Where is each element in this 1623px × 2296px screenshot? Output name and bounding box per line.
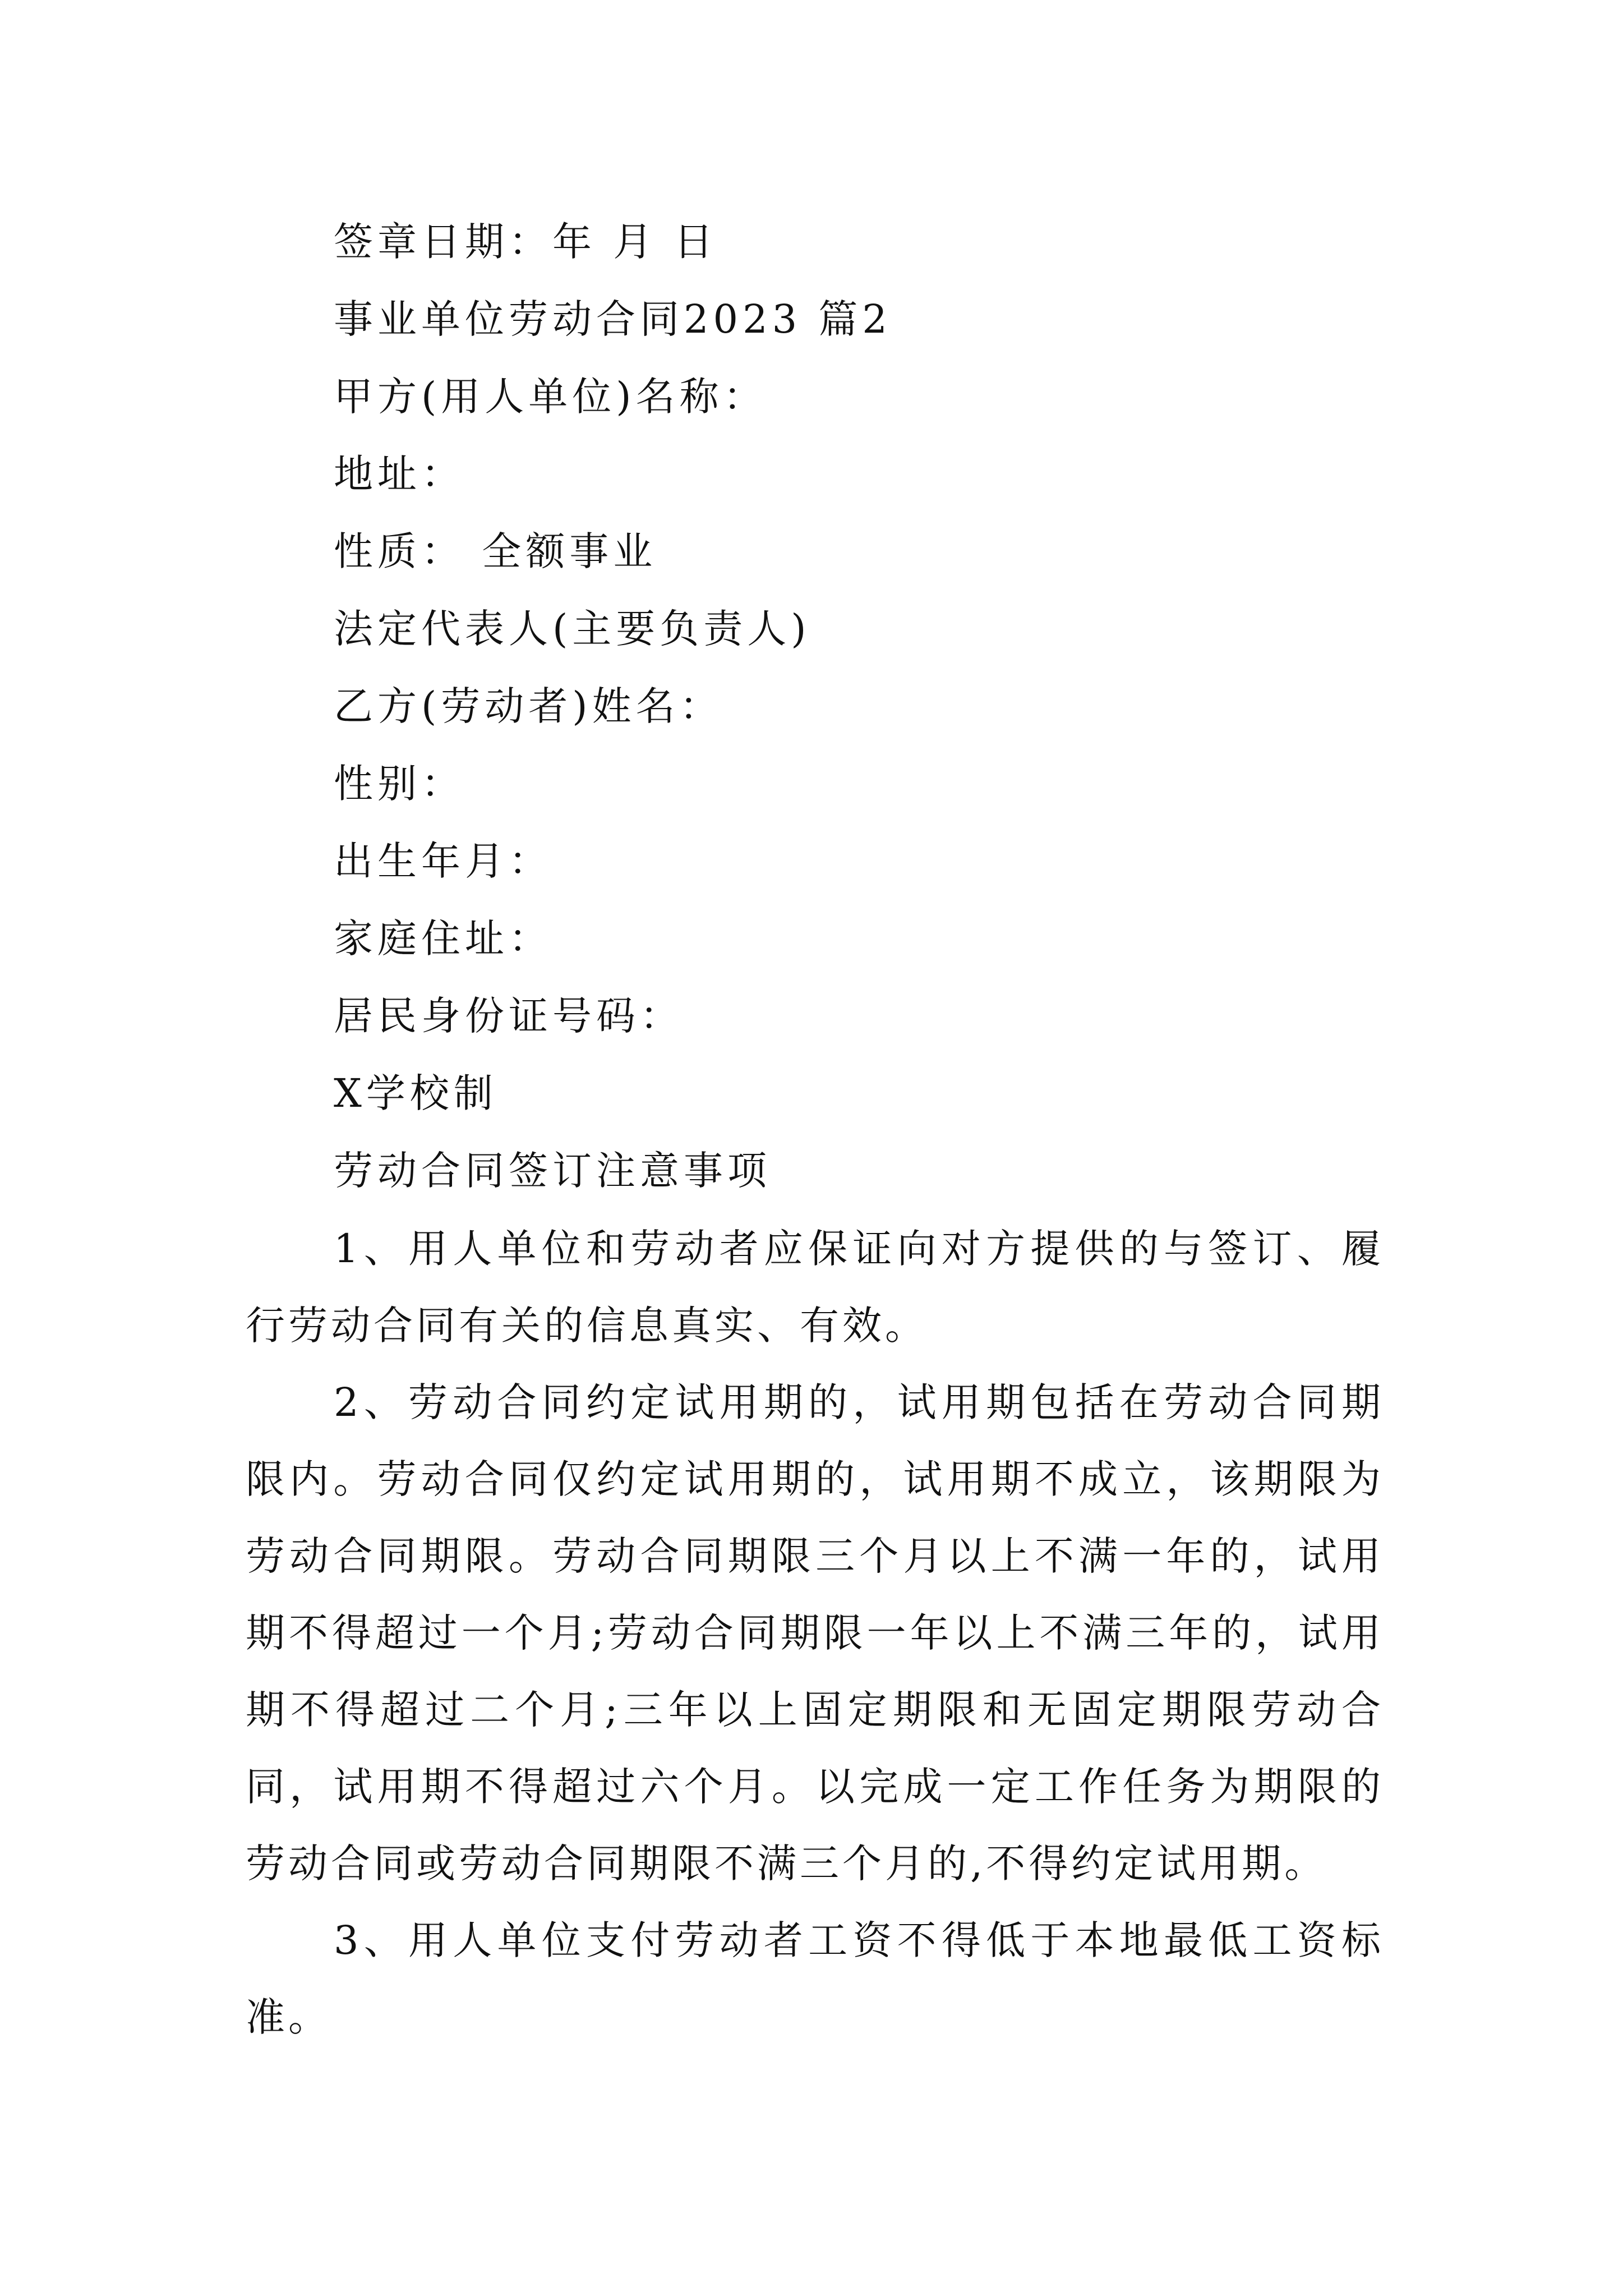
home-address-field: 家庭住址： xyxy=(334,915,552,961)
nature-field: 性质： 全额事业 xyxy=(334,528,657,574)
party-a-name-field: 甲方(用人单位)名称： xyxy=(334,374,767,420)
note-paragraph-3: 3、用人单位支付劳动者工资不得低于本地最低工资标准。 xyxy=(246,1917,1384,2040)
legal-representative-field: 法定代表人(主要负责人) xyxy=(334,606,811,652)
gender-field: 性别： xyxy=(334,761,465,807)
contract-section-heading: 事业单位劳动合同2023 篇2 xyxy=(334,296,892,342)
id-number-field: 居民身份证号码： xyxy=(334,993,684,1039)
notes-heading: 劳动合同签订注意事项 xyxy=(334,1148,771,1194)
address-field: 地址： xyxy=(334,451,465,497)
note-paragraph-2: 2、劳动合同约定试用期的，试用期包括在劳动合同期限内。劳动合同仅约定试用期的，试用期不成立，该期限为劳动合同期限。劳动合同期限三个月以上不满一年的，试用期不得超过一个月;劳动合同期限一年以上不满三年的，试用期不得超过二个月;三年以上固定期限和无固定期限劳动合同，试用期不得超过六个月。以完成一定工作任务为期限的劳动合同或劳动合同期限不满三个月的,不得约定试用期。 xyxy=(246,1379,1384,1887)
note-paragraph-1: 1、用人单位和劳动者应保证向对方提供的与签订、履行劳动合同有关的信息真实、有效。 xyxy=(246,1226,1384,1349)
birth-date-field: 出生年月： xyxy=(334,838,552,884)
sign-date-line: 签章日期：年 月 日 xyxy=(334,219,718,265)
school-made-label: X学校制 xyxy=(334,1070,497,1116)
party-b-name-field: 乙方(劳动者)姓名： xyxy=(334,683,723,729)
